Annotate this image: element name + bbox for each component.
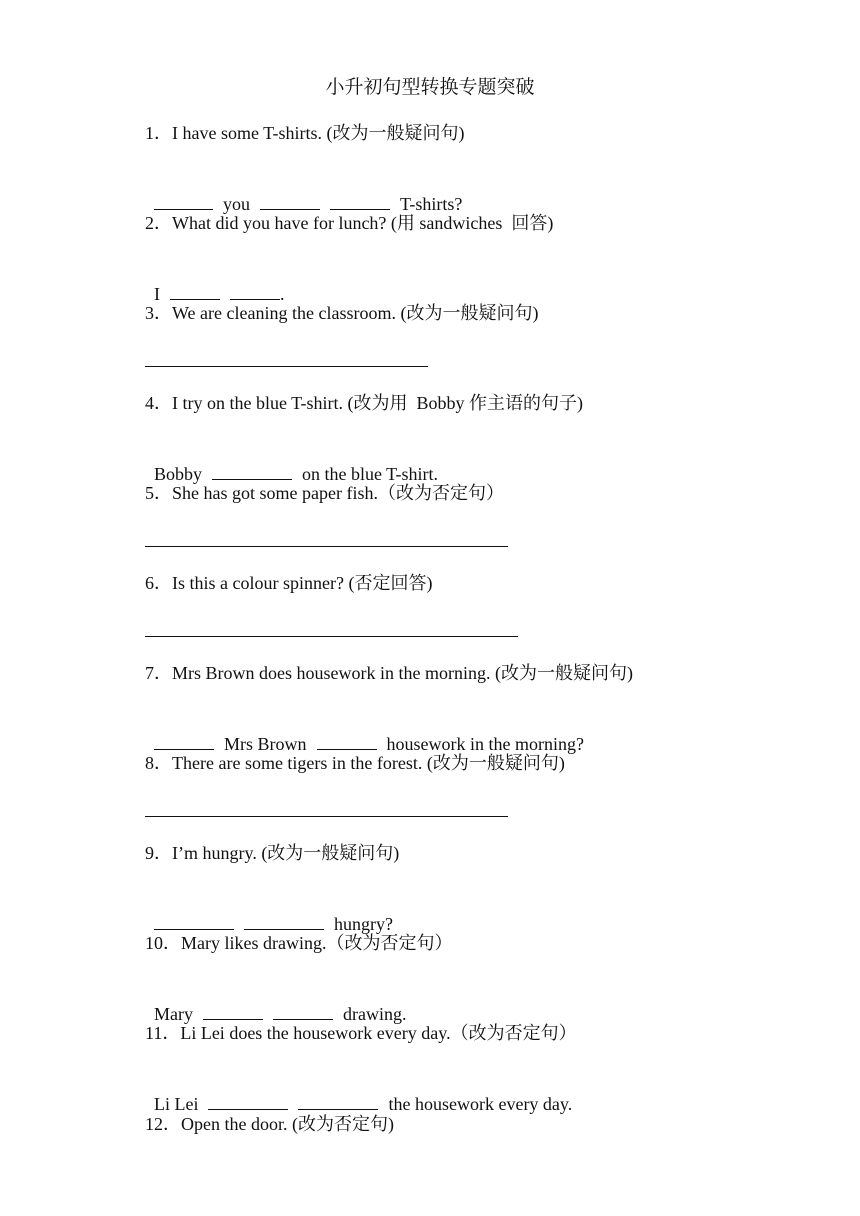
blank[interactable]: [203, 1001, 263, 1020]
question-1-answer: [145, 165, 820, 214]
blank[interactable]: [212, 461, 292, 480]
answer-text: the housework every day.: [388, 1094, 573, 1114]
blank[interactable]: [154, 911, 234, 930]
blank[interactable]: [230, 281, 280, 300]
answer-text: .: [280, 284, 285, 304]
blank[interactable]: [330, 191, 390, 210]
blank[interactable]: [244, 911, 324, 930]
blank[interactable]: [170, 281, 220, 300]
question-6-prompt: 6．Is this a colour spinner? (否定回答): [145, 573, 433, 593]
question-7-answer: [145, 705, 820, 754]
answer-line[interactable]: [145, 816, 508, 817]
question-11-answer: [145, 1065, 820, 1114]
question-9-prompt: 9．I’m hungry. (改为一般疑问句): [145, 843, 400, 863]
question-7-prompt: 7．Mrs Brown does housework in the morning. (改为一般疑问句): [145, 663, 633, 683]
question-4-prompt: 4．I try on the blue T-shirt. (改为用 Bobby 作主语的句子): [145, 393, 583, 413]
question-12-prompt: 12．Open the door. (改为否定句): [145, 1114, 394, 1134]
question-10-prompt: 10．Mary likes drawing.（改为否定句）: [145, 933, 453, 953]
blank[interactable]: [298, 1091, 378, 1110]
answer-text: T-shirts?: [400, 194, 463, 214]
question-10-answer: [145, 975, 820, 1024]
blank[interactable]: [273, 1001, 333, 1020]
question-3-prompt: 3．We are cleaning the classroom. (改为一般疑问句): [145, 303, 539, 323]
answer-text: you: [223, 194, 250, 214]
question-2-prompt: 2．What did you have for lunch? (用 sandwiches 回答): [145, 213, 554, 233]
answer-text: Li Lei: [154, 1094, 199, 1114]
answer-line[interactable]: [145, 366, 428, 367]
blank[interactable]: [260, 191, 320, 210]
answer-text: Mary: [154, 1004, 193, 1024]
answer-line[interactable]: [145, 636, 518, 637]
answer-text: Bobby: [154, 464, 203, 484]
blank[interactable]: [317, 731, 377, 750]
answer-text: housework in the morning?: [386, 734, 584, 754]
answer-line[interactable]: [145, 546, 508, 547]
answer-text: drawing.: [343, 1004, 407, 1024]
answer-text: hungry?: [334, 914, 393, 934]
question-8-prompt: 8．There are some tigers in the forest. (改为一般疑问句): [145, 753, 565, 773]
answer-text: Mrs Brown: [224, 734, 307, 754]
question-1-prompt: 1．I have some T-shirts. (改为一般疑问句): [145, 123, 465, 143]
blank[interactable]: [154, 191, 213, 210]
question-5-prompt: 5．She has got some paper fish.（改为否定句）: [145, 483, 504, 503]
answer-text: I: [154, 284, 160, 304]
question-11-prompt: 11．Li Lei does the housework every day.（改为否定句）: [145, 1023, 577, 1043]
page-title: 小升初句型转换专题突破: [325, 77, 535, 98]
blank[interactable]: [154, 731, 214, 750]
question-9-answer: [145, 885, 820, 934]
blank[interactable]: [208, 1091, 288, 1110]
question-4-answer: [145, 435, 820, 484]
question-2-answer: [145, 255, 820, 304]
answer-text: on the blue T-shirt.: [302, 464, 439, 484]
